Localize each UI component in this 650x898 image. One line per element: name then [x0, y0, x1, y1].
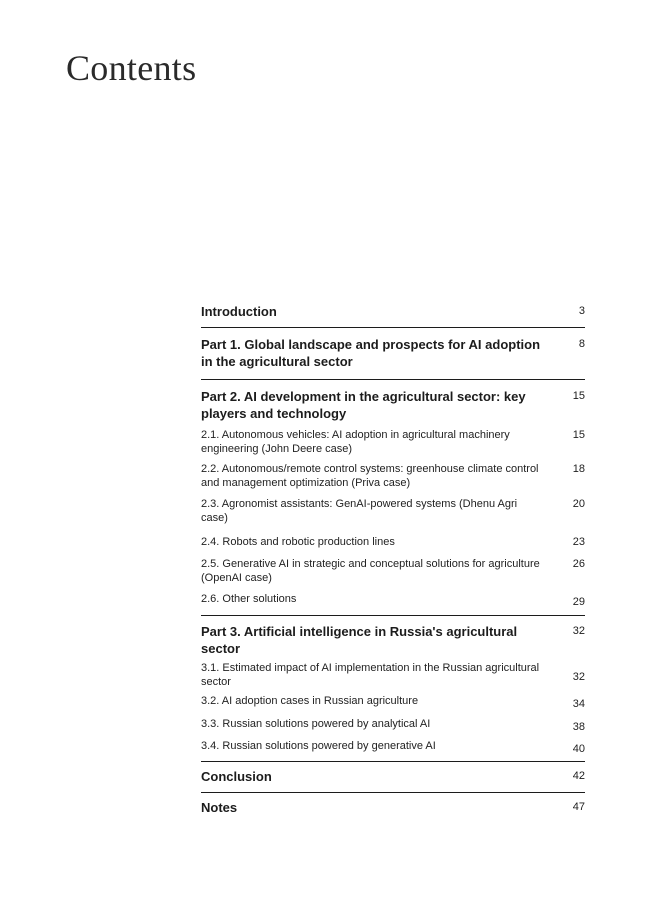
toc-entry-3-4[interactable] [201, 739, 585, 756]
toc-entry-label: Part 3. Artificial intelligence in Russia's agricultural sector [201, 624, 518, 656]
toc-entry-page: 32 [572, 671, 585, 683]
toc-entry-label: Part 1. Global landscape and prospects for AI adoption in the agricultural sector [201, 337, 541, 369]
toc-entry-page: 23 [572, 536, 585, 548]
toc-entry-page: 26 [572, 558, 585, 570]
toc-entry-label: 2.3. Agronomist assistants: GenAI-powered systems (Dhenu Agri case) [201, 498, 518, 524]
toc-entry-page: 3 [578, 305, 585, 317]
toc-entry-label: 2.5. Generative AI in strategic and conceptual solutions for agriculture (OpenAI case) [201, 558, 540, 584]
toc-entry-2-2[interactable] [201, 462, 585, 490]
toc-entry-part-1[interactable] [201, 336, 585, 370]
toc-entry-2-5[interactable] [201, 557, 585, 585]
toc-entry-part-3[interactable] [201, 623, 585, 657]
toc-divider [201, 761, 585, 762]
toc-entry-page: 34 [572, 698, 585, 710]
table-of-contents [201, 297, 585, 816]
toc-entry-page: 18 [572, 463, 585, 475]
toc-entry-page: 38 [572, 721, 585, 733]
toc-entry-label: Introduction [201, 304, 277, 319]
toc-divider [201, 327, 585, 328]
toc-entry-page: 15 [572, 429, 585, 441]
toc-entry-2-1[interactable] [201, 428, 585, 456]
toc-entry-page: 32 [572, 625, 585, 637]
toc-entry-notes[interactable] [201, 799, 585, 816]
toc-entry-label: Part 2. AI development in the agricultural sector: key players and technology [201, 389, 526, 421]
toc-entry-label: 3.4. Russian solutions powered by generative AI [201, 740, 436, 752]
toc-entry-page: 42 [572, 770, 585, 782]
toc-entry-label: 3.1. Estimated impact of AI implementation in the Russian agricultural sector [201, 662, 540, 688]
toc-entry-page: 40 [572, 743, 585, 755]
toc-entry-introduction[interactable] [201, 303, 585, 320]
toc-entry-label: Notes [201, 800, 238, 815]
toc-entry-page: 47 [572, 801, 585, 813]
toc-entry-page: 15 [572, 390, 585, 402]
toc-entry-label: Conclusion [201, 769, 272, 784]
toc-divider [201, 792, 585, 793]
toc-entry-part-2[interactable] [201, 388, 585, 422]
toc-entry-3-1[interactable] [201, 661, 585, 689]
toc-entry-label: 3.3. Russian solutions powered by analytical AI [201, 718, 431, 730]
toc-entry-2-6[interactable] [201, 592, 585, 609]
toc-entry-label: 2.4. Robots and robotic production lines [201, 536, 395, 548]
toc-entry-2-3[interactable] [201, 497, 585, 525]
toc-entry-label: 2.2. Autonomous/remote control systems: greenhouse climate control and management optimization (Priva case) [201, 463, 539, 489]
toc-entry-3-2[interactable] [201, 694, 585, 711]
toc-entry-page: 8 [578, 338, 585, 350]
toc-entry-conclusion[interactable] [201, 768, 585, 785]
toc-entry-page: 20 [572, 498, 585, 510]
toc-divider [201, 615, 585, 616]
toc-entry-2-4[interactable] [201, 535, 585, 549]
toc-entry-3-3[interactable] [201, 717, 585, 734]
toc-divider [201, 379, 585, 380]
toc-entry-label: 3.2. AI adoption cases in Russian agriculture [201, 695, 419, 707]
page-title: Contents [66, 48, 197, 88]
toc-entry-page: 29 [572, 596, 585, 608]
toc-entry-label: 2.1. Autonomous vehicles: AI adoption in agricultural machinery engineering (John Deere case) [201, 429, 510, 455]
toc-entry-label: 2.6. Other solutions [201, 593, 297, 605]
